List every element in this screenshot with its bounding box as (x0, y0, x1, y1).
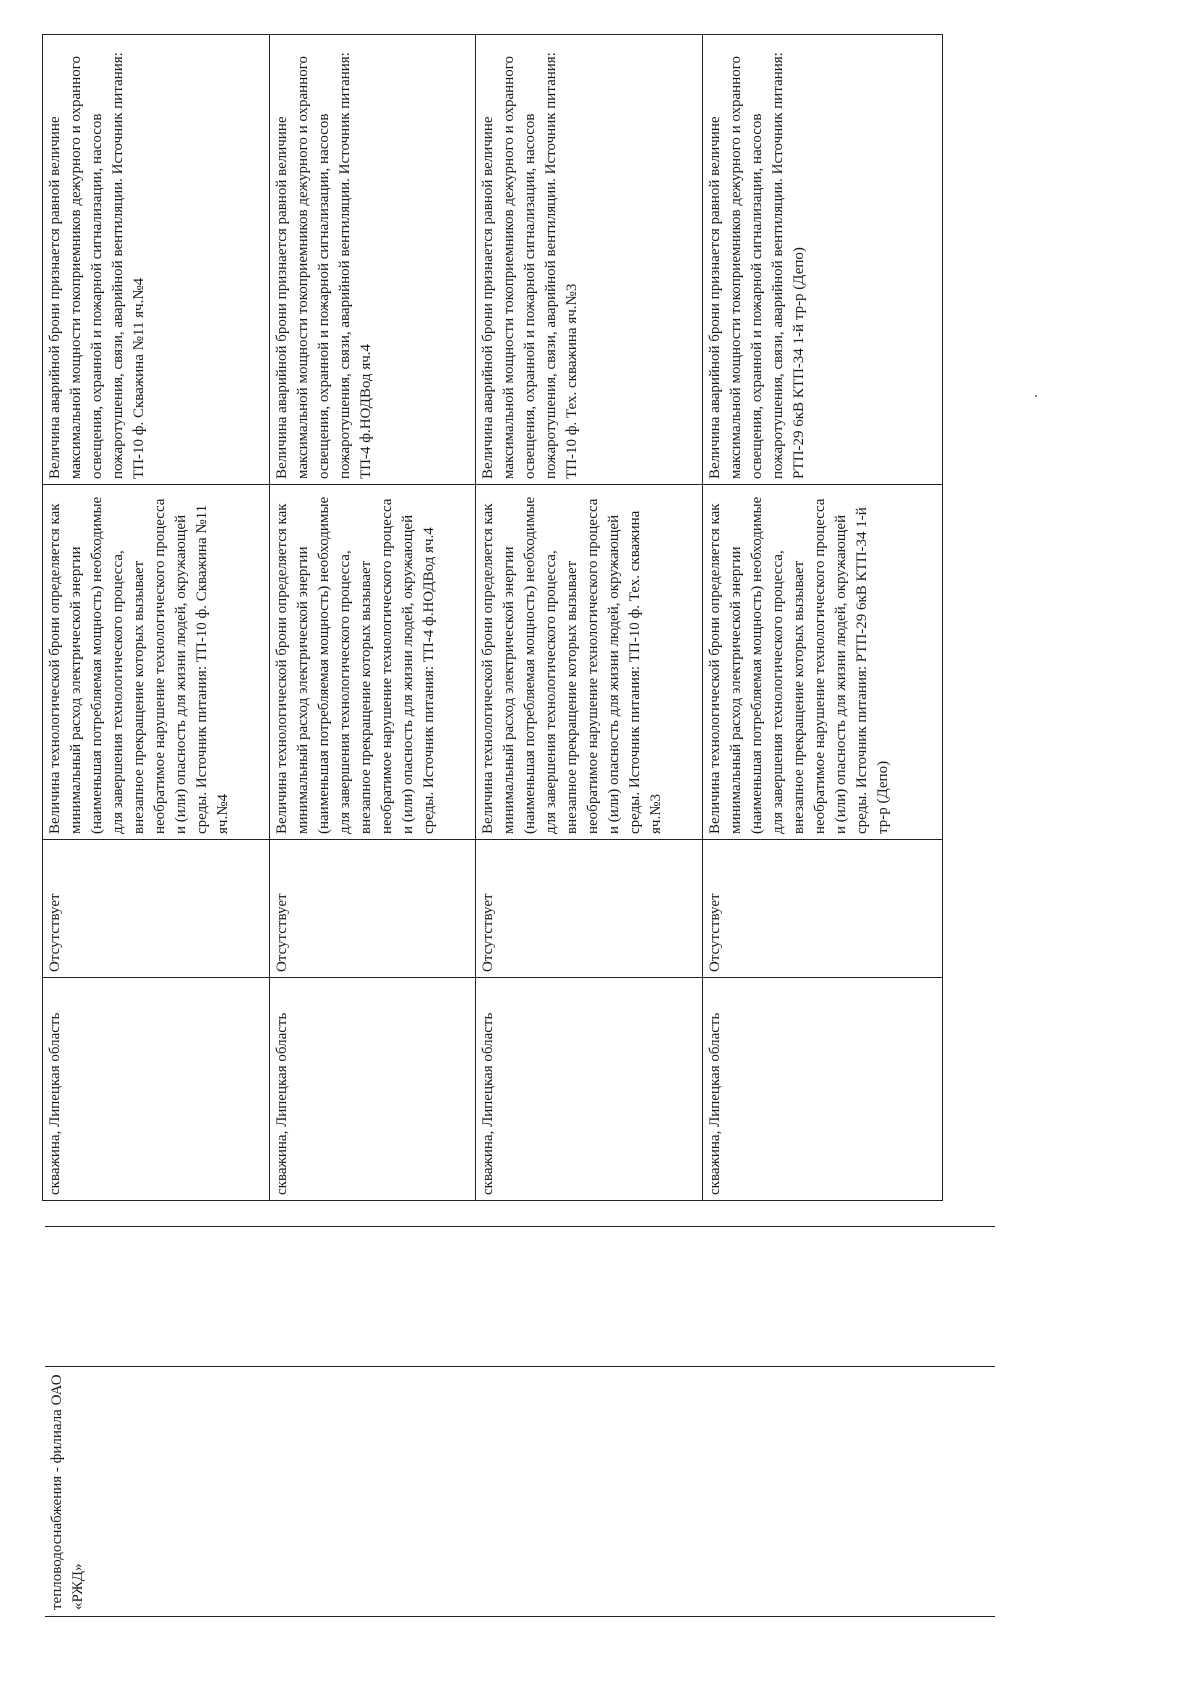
tech-reserve-cell: Величина технологической брони определяется как минимальный расход электрической энергии (наименьшая потребляемая мощность) необходимые для завершения технологического процесса, внезапное прекращение которых вызывает необратимое нарушение технологического процесса и (или) опасность для жизни людей, окружающей среды. Источник питания: ТП-10 ф. Тех. скважина яч.№3 (476, 485, 703, 840)
org-bottom-rule (45, 1226, 995, 1227)
location-cell: скважина, Липецкая область (476, 978, 703, 1201)
location-cell: скважина, Липецкая область (270, 978, 476, 1201)
table-row (476, 35, 703, 1201)
org-fragment (45, 1222, 995, 1617)
emergency-reserve-cell: Величина аварийной брони признается равной величине максимальной мощности токоприемников дежурного и охранного освещения, охранной и пожарной сигнализации, насосов пожаротушения, связи, аварийной вентиляции. Источник питания: ТП-10 ф. Тех. скважина яч.№3 (476, 35, 703, 485)
tech-armor-cell: Отсутствует (476, 840, 703, 978)
emergency-reserve-cell: Величина аварийной брони признается равной величине максимальной мощности токоприемников дежурного и охранного освещения, охранной и пожарной сигнализации, насосов пожаротушения, связи, аварийной вентиляции. Источник питания: ТП-4 ф.НОДВод яч.4 (270, 35, 476, 485)
tech-reserve-cell: Величина технологической брони определяется как минимальный расход электрической энергии (наименьшая потребляемая мощность) необходимые для завершения технологического процесса, внезапное прекращение которых вызывает необратимое нарушение технологического процесса и (или) опасность для жизни людей, окружающей среды. Источник питания: ТП-10 ф. Скважина №11 яч.№4 (43, 485, 270, 840)
location-cell: скважина, Липецкая область (703, 978, 943, 1201)
scan-speck (1035, 395, 1037, 397)
org-divider (45, 1366, 995, 1367)
tech-reserve-cell: Величина технологической брони определяется как минимальный расход электрической энергии (наименьшая потребляемая мощность) необходимые для завершения технологического процесса, внезапное прекращение которых вызывает необратимое нарушение технологического процесса и (или) опасность для жизни людей, окружающей среды. Источник питания: РТП-29 6кВ КТП-34 1-й тр-р (Депо) (703, 485, 943, 840)
table-row (703, 35, 943, 1201)
tech-armor-cell: Отсутствует (270, 840, 476, 978)
tech-reserve-cell: Величина технологической брони определяется как минимальный расход электрической энергии (наименьшая потребляемая мощность) необходимые для завершения технологического процесса, внезапное прекращение которых вызывает необратимое нарушение технологического процесса и (или) опасность для жизни людей, окружающей среды. Источник питания: ТП-4 ф.НОДВод яч.4 (270, 485, 476, 840)
org-name: тепловодоснабжения - филиала ОАО «РЖД» (49, 1374, 86, 1610)
emergency-reserve-cell: Величина аварийной брони признается равной величине максимальной мощности токоприемников дежурного и охранного освещения, охранной и пожарной сигнализации, насосов пожаротушения, связи, аварийной вентиляции. Источник питания: РТП-29 6кВ КТП-34 1-й тр-р (Депо) (703, 35, 943, 485)
table-row (43, 35, 270, 1201)
location-cell: скважина, Липецкая область (43, 978, 270, 1201)
org-cell (45, 1366, 995, 1617)
reserve-table (42, 34, 943, 1201)
table-row (270, 35, 476, 1201)
tech-armor-cell: Отсутствует (703, 840, 943, 978)
emergency-reserve-cell: Величина аварийной брони признается равной величине максимальной мощности токоприемников дежурного и охранного освещения, охранной и пожарной сигнализации, насосов пожаротушения, связи, аварийной вентиляции. Источник питания: ТП-10 ф. Скважина №11 яч.№4 (43, 35, 270, 485)
tech-armor-cell: Отсутствует (43, 840, 270, 978)
